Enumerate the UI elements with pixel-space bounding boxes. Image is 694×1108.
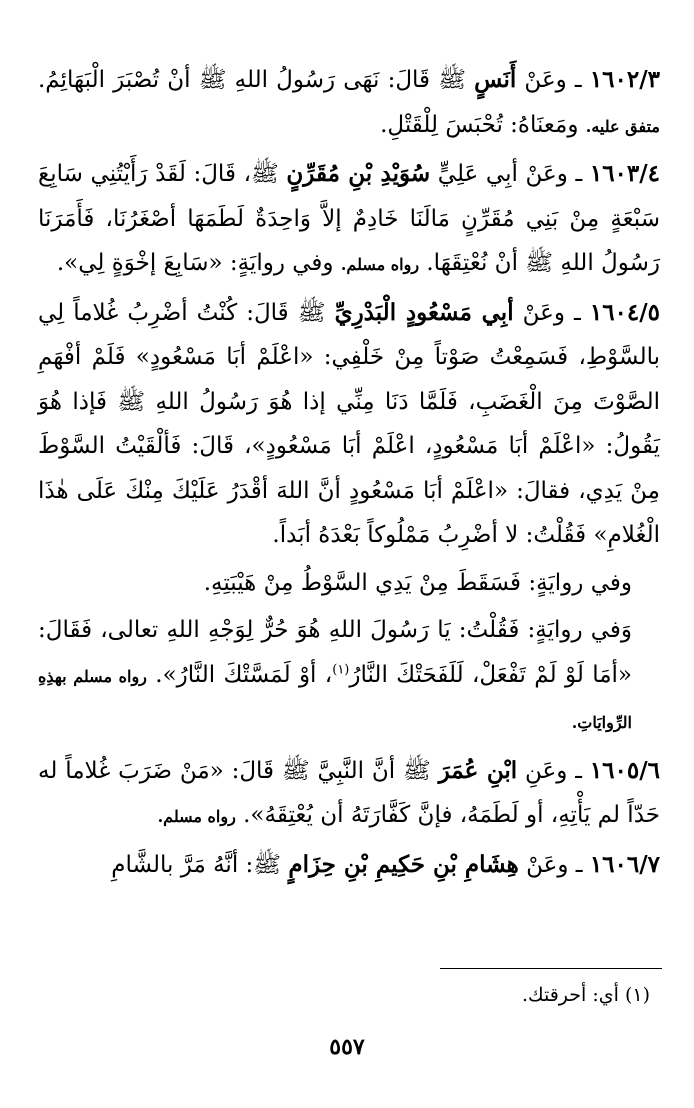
hadith-text: ـ وعَنْ أبِي عَلِيٍّ: [430, 161, 590, 187]
hadith-text: وفي روايَةٍ: «سَابِعَ إخْوَةٍ لِي».: [56, 250, 341, 276]
hadith-paragraph: [38, 608, 660, 746]
narrator-name: أبِي مَسْعُودٍ الْبَدْرِيِّ: [334, 298, 514, 326]
hadith-text: وفي روايَةٍ: فَسَقَطَ مِنْ يَدِي السَّوْطُ مِنْ هَيْبَتِهِ.: [203, 569, 632, 596]
hadith-number: ١٦٠٦/٧: [589, 850, 660, 878]
source-note: متفق عليه.: [585, 116, 660, 136]
hadith-paragraph: [38, 843, 660, 888]
hadith-text: ـ وعَنْ: [513, 299, 590, 326]
hadith-paragraph: [38, 561, 660, 606]
hadith-text: وَفي روايَةٍ: فَقُلْتُ: يَا رَسُولَ اللهِ هُوَ حُرٌّ لِوَجْهِ اللهِ تعالى، فَقَالَ: «أمَا لَوْ لَمْ تَفْعَلْ، لَلَفَحَتْكَ النَّارُ: [38, 617, 632, 688]
hadith-text: ﷺ أنَّ النَّبِيَّ ﷺ قَالَ: «مَنْ ضَرَبَ غُلاماً له حَدّاً لم يَأْتِهِ، أو لَطَمَهُ، فإنَّ كَفَّارَتَهُ أن يُعْتِقَهُ».: [38, 757, 660, 828]
narrator-name: أَنَسٍ: [474, 66, 517, 93]
hadith-paragraph: [38, 291, 660, 558]
hadith-text: ـ وعَنْ: [518, 851, 590, 878]
footnote-divider: [440, 968, 662, 969]
footnote: (١) أي: أحرقتك.: [521, 984, 650, 1006]
narrator-name: سُوَيْدِ بْنِ مُقَرِّنٍ: [286, 160, 431, 187]
footnote-marker: (١): [332, 661, 350, 677]
narrator-name: ابْنِ عُمَرَ: [438, 756, 518, 784]
hadith-list: [38, 58, 660, 887]
hadith-number: ١٦٠٥/٦: [589, 756, 660, 784]
hadith-number: ١٦٠٢/٣: [589, 66, 660, 93]
hadith-paragraph: [38, 58, 660, 149]
hadith-number: ١٦٠٤/٥: [589, 298, 661, 326]
source-note: رواه مسلم.: [340, 255, 420, 274]
narrator-name: هِشَامِ بْنِ حَكِيمِ بْنِ حِزَامٍ: [288, 850, 519, 878]
page-body: [38, 58, 660, 890]
hadith-text: ﷺ، قَالَ: لَقَدْ رَأَيْتُنِي سَابِعَ سَبْعَةٍ مِنْ بَنِي مُقَرِّنٍ مَالَنَا خَادِمٌ إلاَّ وَاحِدَةٌ لَطَمَهَا أصْغَرُنَا، فَأَمَرَنَا رَسُولُ اللهِ ﷺ أنْ نُعْتِقَهَا.: [38, 161, 660, 276]
hadith-paragraph: [38, 749, 660, 840]
hadith-text: ﷺ قَالَ: كُنْتُ أضْرِبُ غُلاماً لِي بالسَّوْطِ، فَسَمِعْتُ صَوْتاً مِنْ خَلْفِي: «اعْلَمْ أبَا مَسْعُودٍ» فَلَمْ أفْهَمِ الصَّوْتَ مِنَ الْغَضَبِ، فَلَمَّا دَنَا مِنِّي إذا هُوَ رَسُولُ اللهِ ﷺ فَإذا هُوَ يَقُولُ: «اعْلَمْ أبَا مَسْعُودٍ، اعْلَمْ أبَا مَسْعُودٍ»، قَالَ: فَألْقَيْتُ السَّوْطَ مِنْ يَدِي، فقالَ: «اعْلَمْ أبَا مَسْعُودٍ أنَّ اللهَ أقْدَرُ عَلَيْكَ مِنْكَ عَلَى هٰذَا الْغُلامِ» فَقُلْتُ: لا أضْرِبُ مَمْلُوكاً بَعْدَهُ أبَداً.: [38, 299, 660, 548]
hadith-text: ﷺ: أنَّهُ مَرَّ بالشَّامِ: [111, 851, 289, 878]
source-note: رواه مسلم بهذِهِ الرِّوايَاتِ.: [38, 666, 632, 732]
hadith-text: ـ وعَنْ: [516, 67, 590, 93]
source-note: رواه مسلم.: [157, 807, 236, 826]
hadith-text: ، أوْ لَمَسَّتْكَ النَّارُ».: [146, 661, 333, 688]
page-number: ٥٥٧: [329, 1034, 365, 1060]
hadith-text: ـ وعَنِ: [517, 757, 590, 784]
hadith-number: ١٦٠٣/٤: [589, 160, 661, 187]
hadith-paragraph: [38, 152, 660, 288]
hadith-text: ﷺ قَالَ: نَهَى رَسُولُ اللهِ ﷺ أنْ تُصْبَرَ الْبَهَائِمُ.: [38, 67, 475, 93]
hadith-text: ومَعنَاهُ: تُحْبَسَ لِلْقَتْلِ.: [380, 111, 586, 138]
